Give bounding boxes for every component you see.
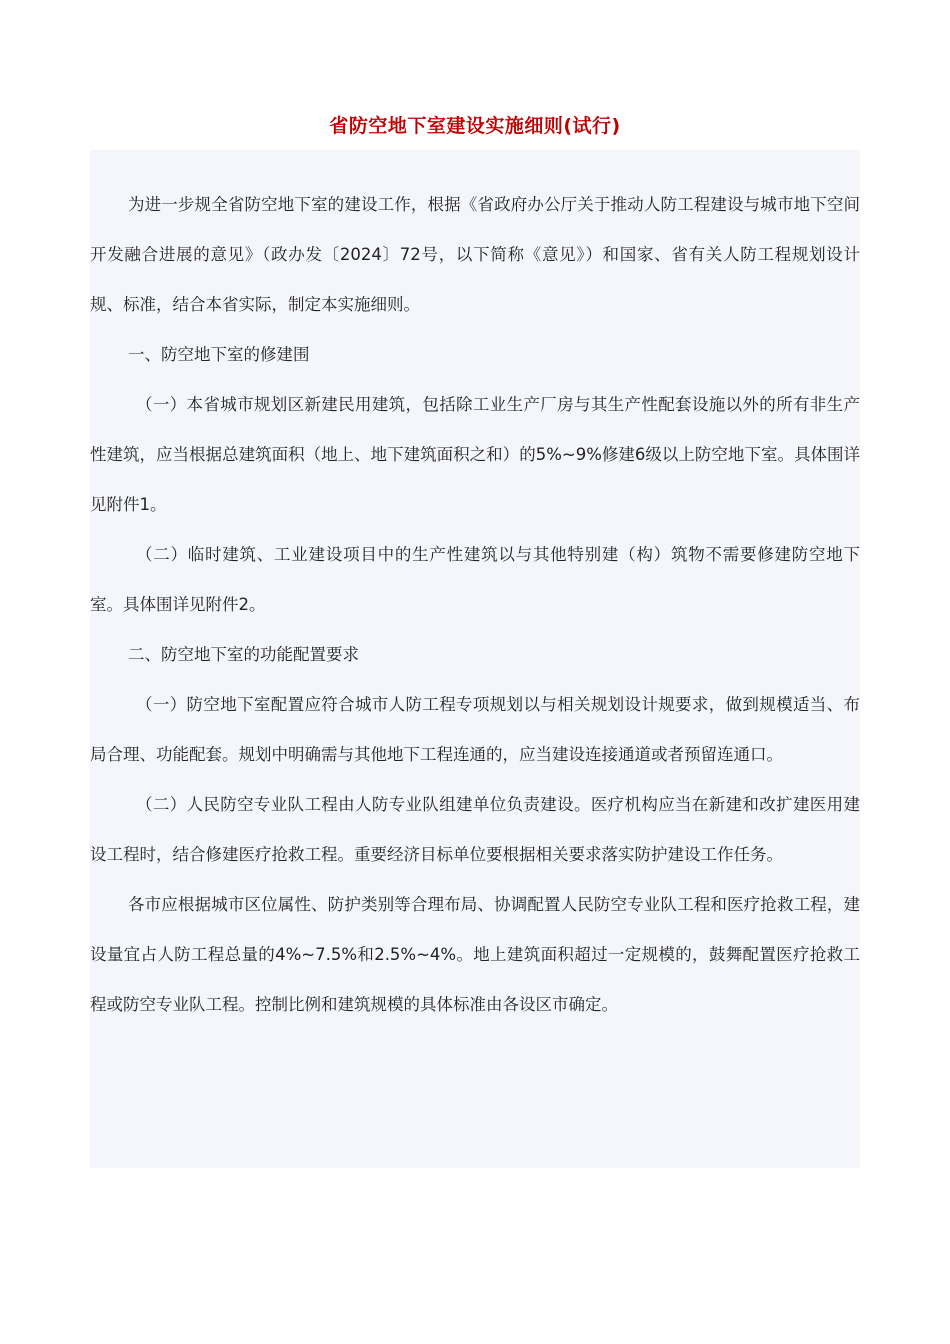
document-body bbox=[90, 150, 860, 1168]
paragraph-intro: 为进一步规全省防空地下室的建设工作，根据《省政府办公厅关于推动人防工程建设与城市地下空间开发融合进展的意见》（政办发〔2024〕72号，以下简称《意见》）和国家、省有关人防工程规划设计规、标准，结合本省实际，制定本实施细则。 bbox=[90, 195, 860, 314]
paragraph-2-2: （二）人民防空专业队工程由人防专业队组建单位负责建设。医疗机构应当在新建和改扩建医用建设工程时，结合修建医疗抢救工程。重要经济目标单位要根据相关要求落实防护建设工作任务。 bbox=[90, 795, 860, 864]
paragraph-2-3: 各市应根据城市区位属性、防护类别等合理布局、协调配置人民防空专业队工程和医疗抢救工程，建设量宜占人防工程总量的4%~7.5%和2.5%~4%。地上建筑面积超过一定规模的，鼓舞配置医疗抢救工程或防空专业队工程。控制比例和建筑规模的具体标准由各设区市确定。 bbox=[90, 895, 860, 1014]
paragraph-1-1: （一）本省城市规划区新建民用建筑，包括除工业生产厂房与其生产性配套设施以外的所有非生产性建筑，应当根据总建筑面积（地上、地下建筑面积之和）的5%~9%修建6级以上防空地下室。具体围详见附件1。 bbox=[90, 395, 860, 514]
document-title: 省防空地下室建设实施细则(试行) bbox=[329, 115, 621, 137]
section-heading-2: 二、防空地下室的功能配置要求 bbox=[128, 645, 359, 664]
section-heading-1: 一、防空地下室的修建围 bbox=[128, 345, 310, 364]
paragraph-2-1: （一）防空地下室配置应符合城市人防工程专项规划以与相关规划设计规要求，做到规模适当、布局合理、功能配套。规划中明确需与其他地下工程连通的，应当建设连接通道或者预留连通口。 bbox=[90, 695, 860, 764]
paragraph-1-2: （二）临时建筑、工业建设项目中的生产性建筑以与其他特别建（构）筑物不需要修建防空地下室。具体围详见附件2。 bbox=[90, 545, 860, 614]
